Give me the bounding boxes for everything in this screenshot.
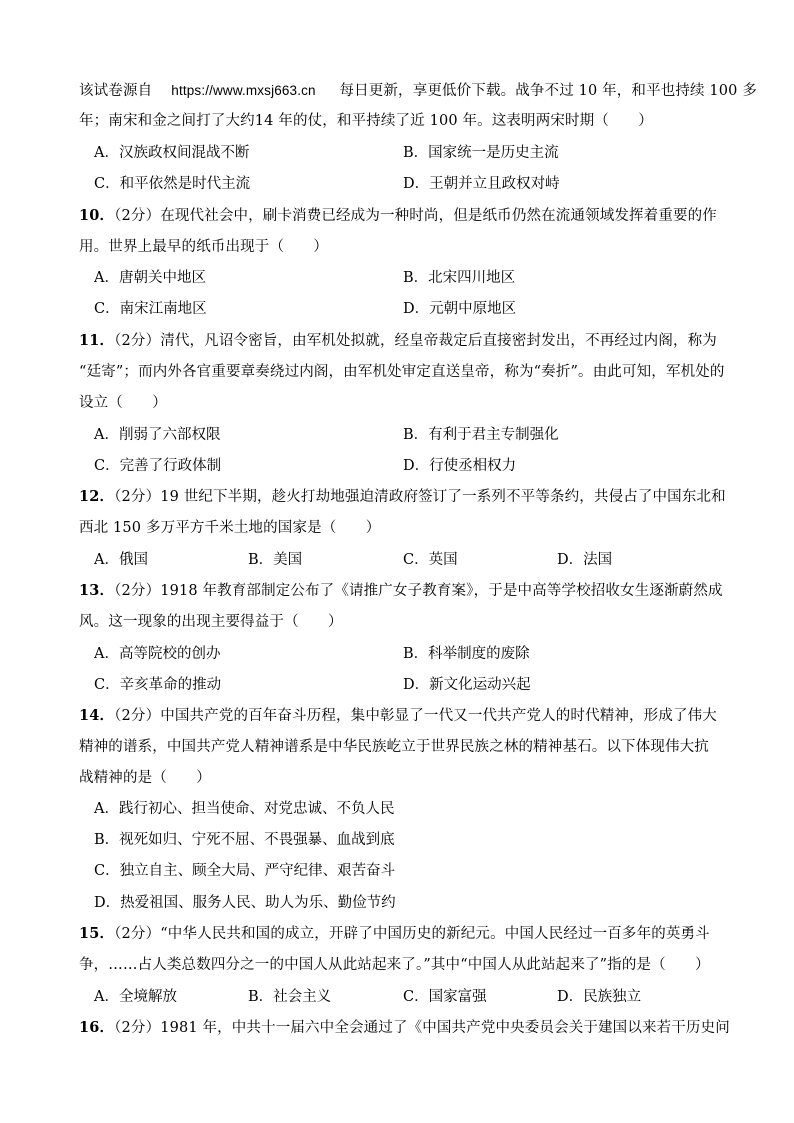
q13-score: （2分） bbox=[114, 583, 161, 599]
q14-score: （2分） bbox=[114, 708, 161, 724]
q12-stem: 19 世纪下半期，趁火打劫地强迫清政府签订了一系列不平等条约，共侵占了中国东北和 bbox=[160, 489, 726, 505]
q12-option-b: B．美国 bbox=[248, 552, 303, 568]
q16-stem: 1981 年，中共十一届六中全会通过了《中国共产党中央委员会关于建国以来若干历史问 bbox=[160, 1020, 730, 1036]
q15-option-a: A．全境解放 bbox=[94, 989, 177, 1005]
q10-option-d: D．元朝中原地区 bbox=[403, 301, 517, 317]
q9-option-a: A．汉族政权间混战不断 bbox=[94, 145, 250, 161]
q12-line-1 bbox=[79, 487, 726, 507]
q9-line-1-text: 每日更新，享更低价下载。战争不过 10 年，和平也持续 100 多 bbox=[339, 83, 757, 99]
q11-line-3: 设立（ ） bbox=[79, 395, 167, 411]
q15-option-c: C．国家富强 bbox=[403, 989, 487, 1005]
q14-option-a: A．践行初心、担当使命、对党忠诚、不负人民 bbox=[94, 801, 395, 817]
q13-option-c: C．辛亥革命的推动 bbox=[94, 677, 222, 693]
q11-option-a: A．削弱了六部权限 bbox=[94, 427, 221, 443]
q9-option-d: D．王朝并立且政权对峙 bbox=[403, 176, 560, 192]
q14-option-d: D．热爱祖国、服务人民、助人为乐、勤俭节约 bbox=[94, 895, 396, 911]
q12-number: 12． bbox=[79, 488, 115, 505]
q9-line-1 bbox=[79, 81, 757, 101]
q14-number: 14． bbox=[79, 707, 115, 724]
q13-line-2: 风。这一现象的出现主要得益于（ ） bbox=[79, 614, 343, 630]
q15-score: （2分） bbox=[114, 926, 161, 942]
q9-line-2: 年；南宋和金之间打了大约14 年的仗，和平持续了近 100 年。这表明两宋时期（ ） bbox=[79, 113, 653, 129]
q16-number: 16． bbox=[79, 1019, 115, 1036]
q11-score: （2分） bbox=[114, 333, 161, 349]
q14-stem: 中国共产党的百年奋斗历程，集中彰显了一代又一代共产党人的时代精神，形成了伟大 bbox=[160, 708, 717, 724]
q10-option-b: B．北宋四川地区 bbox=[403, 270, 516, 286]
q13-number: 13． bbox=[79, 582, 115, 599]
q10-line-2: 用。世界上最早的纸币出现于（ ） bbox=[79, 239, 329, 255]
q15-line-2: 争，……占人类总数四分之一的中国人从此站起来了。”其中“中国人从此站起来了”指的是（ ） bbox=[79, 957, 710, 973]
q10-option-a: A．唐朝关中地区 bbox=[94, 270, 206, 286]
q10-score: （2分） bbox=[114, 208, 161, 224]
q14-option-b: B．视死如归、宁死不屈、不畏强暴、血战到底 bbox=[94, 832, 395, 848]
q11-line-1 bbox=[79, 331, 719, 351]
q11-option-c: C．完善了行政体制 bbox=[94, 458, 222, 474]
q10-number: 10． bbox=[79, 207, 115, 224]
q15-line-1 bbox=[79, 924, 719, 944]
q14-option-c: C．独立自主、顾全大局、严守纪律、艰苦奋斗 bbox=[94, 863, 396, 879]
q15-option-b: B．社会主义 bbox=[248, 989, 332, 1005]
q12-option-a: A．俄国 bbox=[94, 552, 148, 568]
q14-line-2: 精神的谱系，中国共产党人精神谱系是中华民族屹立于世界民族之林的精神基石。以下体现伟大抗 bbox=[79, 739, 709, 755]
q13-line-1 bbox=[79, 581, 723, 601]
q11-stem: 清代，凡诏令密旨，由军机处拟就，经皇帝裁定后直接密封发出，不再经过内阁，称为 bbox=[160, 333, 717, 349]
q12-score: （2分） bbox=[114, 489, 161, 505]
q11-number: 11． bbox=[79, 332, 115, 349]
q9-option-c: C．和平依然是时代主流 bbox=[94, 176, 251, 192]
source-url: https://www.mxsj663.cn bbox=[171, 83, 316, 98]
q12-option-d: D．法国 bbox=[557, 552, 613, 568]
source-label: 该试卷源自 bbox=[79, 83, 153, 99]
q16-score: （2分） bbox=[114, 1020, 161, 1036]
q13-stem: 1918 年教育部制定公布了《请推广女子教育案》，于是中高等学校招收女生逐渐蔚然成 bbox=[160, 583, 723, 599]
q12-line-2: 西北 150 多万平方千米土地的国家是（ ） bbox=[79, 520, 381, 536]
q11-option-b: B．有利于君主专制强化 bbox=[403, 427, 559, 443]
q10-line-1 bbox=[79, 206, 719, 226]
q10-option-c: C．南宋江南地区 bbox=[94, 301, 207, 317]
q11-line-2: “廷寄”；而内外各官重要章奏绕过内阁，由军机处审定直送皇帝，称为“奏折”。由此可知，军机处的 bbox=[79, 364, 725, 380]
q12-option-c: C．英国 bbox=[403, 552, 458, 568]
q16-line-1 bbox=[79, 1018, 730, 1038]
q14-line-1 bbox=[79, 706, 719, 726]
q13-option-a: A．高等院校的创办 bbox=[94, 646, 221, 662]
q13-option-b: B．科举制度的废除 bbox=[403, 646, 530, 662]
q10-stem: 在现代社会中，刷卡消费已经成为一种时尚，但是纸币仍然在流通领域发挥着重要的作 bbox=[160, 208, 717, 224]
q14-line-3: 战精神的是（ ） bbox=[79, 770, 211, 786]
q9-option-b: B．国家统一是历史主流 bbox=[403, 145, 559, 161]
q13-option-d: D．新文化运动兴起 bbox=[403, 677, 531, 693]
q15-option-d: D．民族独立 bbox=[557, 989, 642, 1005]
q11-option-d: D．行使丞相权力 bbox=[403, 458, 517, 474]
q15-number: 15． bbox=[79, 925, 115, 942]
q15-stem: “中华人民共和国的成立，开辟了中国历史的新纪元。中国人民经过一百多年的英勇斗 bbox=[160, 926, 710, 942]
